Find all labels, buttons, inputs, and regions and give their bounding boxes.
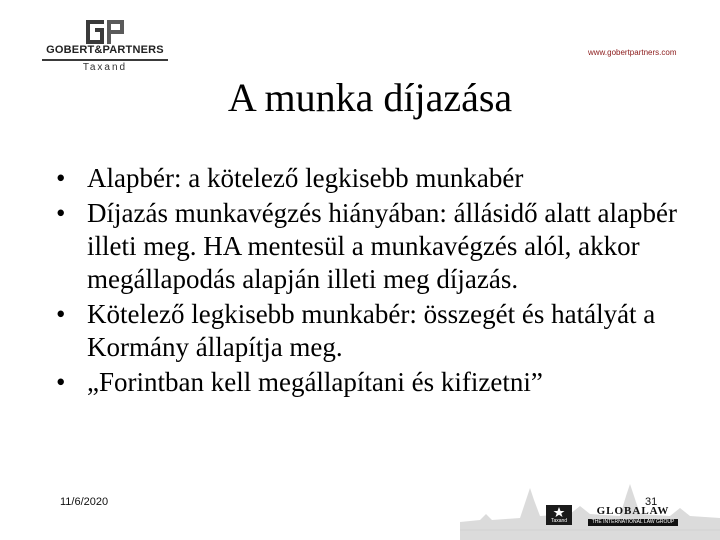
taxand-star-icon	[546, 505, 572, 519]
slide-date: 11/6/2020	[60, 496, 109, 508]
globalaw-logo	[588, 505, 678, 527]
bullet-dot-icon: •	[56, 198, 66, 228]
taxand-badge	[546, 505, 572, 525]
bullet-text: Kötelező legkisebb munkabér: összegét és hatályát a Kormány állapítja meg.	[87, 299, 656, 362]
bullet-text: „Forintban kell megállapítani és kifizetni”	[87, 367, 543, 397]
bullet-item	[56, 366, 686, 399]
logo-name: GOBERT&PARTNERS	[46, 44, 164, 56]
slide-title: A munka díjazása	[227, 75, 513, 120]
taxand-badge-label: Taxand	[550, 518, 568, 524]
gp-logo-icon	[84, 18, 126, 46]
bullet-dot-icon: •	[56, 299, 66, 329]
logo-divider	[42, 59, 168, 61]
company-logo	[40, 18, 170, 78]
bullet-dot-icon: •	[56, 367, 66, 397]
bullet-item	[56, 197, 686, 296]
bullet-item	[56, 162, 686, 195]
bullet-list	[56, 162, 686, 401]
globalaw-name: GLOBALAW	[596, 505, 670, 517]
bullet-text: Alapbér: a kötelező legkisebb munkabér	[87, 163, 524, 193]
bullet-text: Díjazás munkavégzés hiányában: állásidő alatt alapbér illeti meg. HA mentesül a munkavégzés alól, akkor megállapodás alapján illeti meg díjazás.	[87, 198, 678, 294]
website-link[interactable]: www.gobertpartners.com	[588, 48, 677, 57]
globalaw-tagline: THE INTERNATIONAL LAW GROUP	[588, 519, 678, 526]
logo-subtitle: Taxand	[82, 62, 128, 73]
slide-page-number: 31	[645, 496, 658, 508]
bullet-dot-icon: •	[56, 163, 66, 193]
bullet-item	[56, 298, 686, 364]
